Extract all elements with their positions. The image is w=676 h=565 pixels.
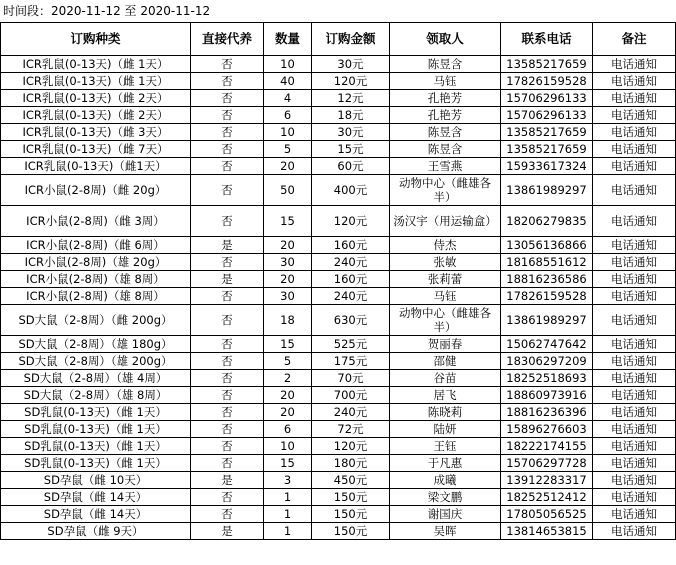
- recipient-cell: 动物中心（雌雄各半）: [390, 175, 501, 206]
- table-row: [1, 158, 676, 175]
- phone-cell: 13861989297: [501, 305, 593, 336]
- quantity-cell: 20: [264, 237, 312, 254]
- remark-cell: 电话通知: [593, 56, 676, 73]
- amount-cell: 60元: [312, 158, 390, 175]
- phone-cell: 13814653815: [501, 523, 593, 540]
- remark-cell: 电话通知: [593, 336, 676, 353]
- order-type-cell: SD乳鼠(0-13天)（雌 1天）: [1, 421, 191, 438]
- amount-cell: 72元: [312, 421, 390, 438]
- order-type-cell: SD乳鼠(0-13天)（雌 1天）: [1, 438, 191, 455]
- quantity-cell: 20: [264, 158, 312, 175]
- column-header: 联系电话: [501, 23, 593, 56]
- table-row: [1, 506, 676, 523]
- direct-care-cell: 否: [191, 206, 264, 237]
- recipient-cell: 吴晖: [390, 523, 501, 540]
- quantity-cell: 4: [264, 90, 312, 107]
- direct-care-cell: 是: [191, 271, 264, 288]
- phone-cell: 13861989297: [501, 175, 593, 206]
- quantity-cell: 6: [264, 107, 312, 124]
- direct-care-cell: 否: [191, 455, 264, 472]
- recipient-cell: 梁文鹏: [390, 489, 501, 506]
- table-row: [1, 523, 676, 540]
- remark-cell: 电话通知: [593, 141, 676, 158]
- quantity-cell: 50: [264, 175, 312, 206]
- order-type-cell: SD大鼠（2-8周）（雄 200g）: [1, 353, 191, 370]
- order-type-cell: SD孕鼠（雌 14天）: [1, 489, 191, 506]
- remark-cell: 电话通知: [593, 438, 676, 455]
- remark-cell: 电话通知: [593, 523, 676, 540]
- amount-cell: 240元: [312, 254, 390, 271]
- table-row: [1, 336, 676, 353]
- phone-cell: 15896276603: [501, 421, 593, 438]
- remark-cell: 电话通知: [593, 305, 676, 336]
- quantity-cell: 10: [264, 438, 312, 455]
- recipient-cell: 谷苗: [390, 370, 501, 387]
- remark-cell: 电话通知: [593, 421, 676, 438]
- amount-cell: 150元: [312, 523, 390, 540]
- amount-cell: 120元: [312, 73, 390, 90]
- recipient-cell: 马钰: [390, 288, 501, 305]
- phone-cell: 13585217659: [501, 141, 593, 158]
- remark-cell: 电话通知: [593, 387, 676, 404]
- quantity-cell: 5: [264, 141, 312, 158]
- table-row: [1, 73, 676, 90]
- table-row: [1, 370, 676, 387]
- header-row: [1, 23, 676, 56]
- column-header: 直接代养: [191, 23, 264, 56]
- recipient-cell: 贺丽春: [390, 336, 501, 353]
- quantity-cell: 10: [264, 124, 312, 141]
- recipient-cell: 孔艳芳: [390, 107, 501, 124]
- table-row: [1, 288, 676, 305]
- direct-care-cell: 否: [191, 404, 264, 421]
- table-row: [1, 271, 676, 288]
- amount-cell: 240元: [312, 288, 390, 305]
- amount-cell: 15元: [312, 141, 390, 158]
- recipient-cell: 马钰: [390, 73, 501, 90]
- column-header: 备注: [593, 23, 676, 56]
- date-range-label: 时间段：2020-11-12 至 2020-11-12: [3, 4, 211, 18]
- quantity-cell: 20: [264, 387, 312, 404]
- table-row: [1, 455, 676, 472]
- quantity-cell: 6: [264, 421, 312, 438]
- remark-cell: 电话通知: [593, 271, 676, 288]
- amount-cell: 150元: [312, 489, 390, 506]
- table-row: [1, 438, 676, 455]
- table-row: [1, 107, 676, 124]
- amount-cell: 150元: [312, 506, 390, 523]
- direct-care-cell: 否: [191, 336, 264, 353]
- remark-cell: 电话通知: [593, 489, 676, 506]
- table-body: [1, 56, 676, 540]
- direct-care-cell: 否: [191, 90, 264, 107]
- phone-cell: 18306297209: [501, 353, 593, 370]
- table-row: [1, 124, 676, 141]
- amount-cell: 175元: [312, 353, 390, 370]
- order-type-cell: SD大鼠（2-8周）（雄 180g）: [1, 336, 191, 353]
- direct-care-cell: 否: [191, 141, 264, 158]
- quantity-cell: 20: [264, 271, 312, 288]
- amount-cell: 30元: [312, 124, 390, 141]
- table-row: [1, 472, 676, 489]
- order-type-cell: ICR乳鼠(0-13天)（雌 7天）: [1, 141, 191, 158]
- amount-cell: 160元: [312, 271, 390, 288]
- phone-cell: 15706297728: [501, 455, 593, 472]
- order-type-cell: SD大鼠（2-8周）（雄 4周）: [1, 370, 191, 387]
- phone-cell: 18252518693: [501, 370, 593, 387]
- order-type-cell: ICR小鼠(2-8周)（雌 6周）: [1, 237, 191, 254]
- quantity-cell: 2: [264, 370, 312, 387]
- order-type-cell: ICR小鼠(2-8周)（雄 8周）: [1, 288, 191, 305]
- recipient-cell: 陈昱含: [390, 141, 501, 158]
- direct-care-cell: 否: [191, 254, 264, 271]
- quantity-cell: 15: [264, 206, 312, 237]
- order-type-cell: ICR乳鼠(0-13天)（雌 3天）: [1, 124, 191, 141]
- phone-cell: 15706296133: [501, 90, 593, 107]
- amount-cell: 630元: [312, 305, 390, 336]
- quantity-cell: 1: [264, 523, 312, 540]
- quantity-cell: 40: [264, 73, 312, 90]
- phone-cell: 18816236586: [501, 271, 593, 288]
- direct-care-cell: 否: [191, 438, 264, 455]
- quantity-cell: 1: [264, 506, 312, 523]
- quantity-cell: 5: [264, 353, 312, 370]
- direct-care-cell: 否: [191, 387, 264, 404]
- recipient-cell: 邵健: [390, 353, 501, 370]
- recipient-cell: 张敏: [390, 254, 501, 271]
- direct-care-cell: 否: [191, 370, 264, 387]
- phone-cell: 13585217659: [501, 56, 593, 73]
- amount-cell: 180元: [312, 455, 390, 472]
- recipient-cell: 孔艳芳: [390, 90, 501, 107]
- direct-care-cell: 否: [191, 158, 264, 175]
- table-row: [1, 175, 676, 206]
- remark-cell: 电话通知: [593, 206, 676, 237]
- order-type-cell: SD乳鼠(0-13天)（雌 1天）: [1, 404, 191, 421]
- recipient-cell: 陈晓莉: [390, 404, 501, 421]
- amount-cell: 120元: [312, 438, 390, 455]
- recipient-cell: 谢国庆: [390, 506, 501, 523]
- quantity-cell: 18: [264, 305, 312, 336]
- direct-care-cell: 是: [191, 472, 264, 489]
- recipient-cell: 王钰: [390, 438, 501, 455]
- recipient-cell: 王雪燕: [390, 158, 501, 175]
- remark-cell: 电话通知: [593, 237, 676, 254]
- order-type-cell: ICR小鼠(2-8周)（雌 20g）: [1, 175, 191, 206]
- table-row: [1, 305, 676, 336]
- order-type-cell: ICR乳鼠(0-13天)（雌 2天）: [1, 90, 191, 107]
- remark-cell: 电话通知: [593, 353, 676, 370]
- direct-care-cell: 是: [191, 237, 264, 254]
- amount-cell: 120元: [312, 206, 390, 237]
- table-row: [1, 237, 676, 254]
- remark-cell: 电话通知: [593, 254, 676, 271]
- order-type-cell: SD孕鼠（雌 14天）: [1, 506, 191, 523]
- remark-cell: 电话通知: [593, 124, 676, 141]
- phone-cell: 13912283317: [501, 472, 593, 489]
- phone-cell: 18168551612: [501, 254, 593, 271]
- table-row: [1, 56, 676, 73]
- table-row: [1, 404, 676, 421]
- direct-care-cell: 否: [191, 489, 264, 506]
- direct-care-cell: 否: [191, 73, 264, 90]
- recipient-cell: 成曦: [390, 472, 501, 489]
- remark-cell: 电话通知: [593, 288, 676, 305]
- amount-cell: 525元: [312, 336, 390, 353]
- amount-cell: 70元: [312, 370, 390, 387]
- order-type-cell: SD大鼠（2-8周）（雄 8周）: [1, 387, 191, 404]
- recipient-cell: 侍杰: [390, 237, 501, 254]
- remark-cell: 电话通知: [593, 107, 676, 124]
- remark-cell: 电话通知: [593, 90, 676, 107]
- table-row: [1, 421, 676, 438]
- direct-care-cell: 否: [191, 175, 264, 206]
- phone-cell: 17826159528: [501, 73, 593, 90]
- phone-cell: 18206279835: [501, 206, 593, 237]
- phone-cell: 17805056525: [501, 506, 593, 523]
- table-row: [1, 353, 676, 370]
- amount-cell: 12元: [312, 90, 390, 107]
- amount-cell: 160元: [312, 237, 390, 254]
- recipient-cell: 动物中心（雌雄各半）: [390, 305, 501, 336]
- amount-cell: 450元: [312, 472, 390, 489]
- table-row: [1, 254, 676, 271]
- table-row: [1, 141, 676, 158]
- phone-cell: 13056136866: [501, 237, 593, 254]
- order-type-cell: ICR乳鼠(0-13天)（雌1天）: [1, 158, 191, 175]
- amount-cell: 30元: [312, 56, 390, 73]
- phone-cell: 15933617324: [501, 158, 593, 175]
- phone-cell: 15062747642: [501, 336, 593, 353]
- order-type-cell: SD孕鼠（雌 9天）: [1, 523, 191, 540]
- order-type-cell: ICR小鼠(2-8周)（雄 20g）: [1, 254, 191, 271]
- remark-cell: 电话通知: [593, 506, 676, 523]
- order-type-cell: ICR小鼠(2-8周)（雌 3周）: [1, 206, 191, 237]
- direct-care-cell: 否: [191, 124, 264, 141]
- recipient-cell: 于凡惠: [390, 455, 501, 472]
- direct-care-cell: 否: [191, 506, 264, 523]
- quantity-cell: 15: [264, 455, 312, 472]
- phone-cell: 13585217659: [501, 124, 593, 141]
- quantity-cell: 30: [264, 254, 312, 271]
- remark-cell: 电话通知: [593, 158, 676, 175]
- remark-cell: 电话通知: [593, 175, 676, 206]
- recipient-cell: 陈昱含: [390, 124, 501, 141]
- phone-cell: 18252512412: [501, 489, 593, 506]
- direct-care-cell: 否: [191, 353, 264, 370]
- phone-cell: 17826159528: [501, 288, 593, 305]
- quantity-cell: 3: [264, 472, 312, 489]
- remark-cell: 电话通知: [593, 370, 676, 387]
- order-type-cell: ICR乳鼠(0-13天)（雌 2天）: [1, 107, 191, 124]
- amount-cell: 400元: [312, 175, 390, 206]
- column-header: 领取人: [390, 23, 501, 56]
- direct-care-cell: 否: [191, 107, 264, 124]
- phone-cell: 18816236396: [501, 404, 593, 421]
- direct-care-cell: 否: [191, 56, 264, 73]
- table-row: [1, 206, 676, 237]
- column-header: 订购金额: [312, 23, 390, 56]
- phone-cell: 18222174155: [501, 438, 593, 455]
- order-type-cell: ICR乳鼠(0-13天)（雌 1天）: [1, 56, 191, 73]
- phone-cell: 15706296133: [501, 107, 593, 124]
- direct-care-cell: 是: [191, 523, 264, 540]
- order-type-cell: ICR小鼠(2-8周)（雄 8周）: [1, 271, 191, 288]
- table-row: [1, 90, 676, 107]
- recipient-cell: 陆妍: [390, 421, 501, 438]
- quantity-cell: 1: [264, 489, 312, 506]
- amount-cell: 18元: [312, 107, 390, 124]
- recipient-cell: 汤汉宇（用运输盒）: [390, 206, 501, 237]
- order-type-cell: SD孕鼠（雌 10天）: [1, 472, 191, 489]
- column-header: 订购种类: [1, 23, 191, 56]
- column-header: 数量: [264, 23, 312, 56]
- direct-care-cell: 否: [191, 421, 264, 438]
- orders-table: [0, 22, 676, 540]
- recipient-cell: 陈昱含: [390, 56, 501, 73]
- direct-care-cell: 否: [191, 305, 264, 336]
- order-type-cell: ICR乳鼠(0-13天)（雌 1天）: [1, 73, 191, 90]
- direct-care-cell: 否: [191, 288, 264, 305]
- order-type-cell: SD大鼠（2-8周）（雌 200g）: [1, 305, 191, 336]
- remark-cell: 电话通知: [593, 455, 676, 472]
- quantity-cell: 20: [264, 404, 312, 421]
- remark-cell: 电话通知: [593, 73, 676, 90]
- phone-cell: 18860973916: [501, 387, 593, 404]
- recipient-cell: 张莉蕾: [390, 271, 501, 288]
- table-row: [1, 489, 676, 506]
- table-row: [1, 387, 676, 404]
- order-type-cell: SD乳鼠(0-13天)（雌 1天）: [1, 455, 191, 472]
- remark-cell: 电话通知: [593, 472, 676, 489]
- amount-cell: 700元: [312, 387, 390, 404]
- remark-cell: 电话通知: [593, 404, 676, 421]
- amount-cell: 240元: [312, 404, 390, 421]
- quantity-cell: 10: [264, 56, 312, 73]
- recipient-cell: 居飞: [390, 387, 501, 404]
- quantity-cell: 15: [264, 336, 312, 353]
- quantity-cell: 30: [264, 288, 312, 305]
